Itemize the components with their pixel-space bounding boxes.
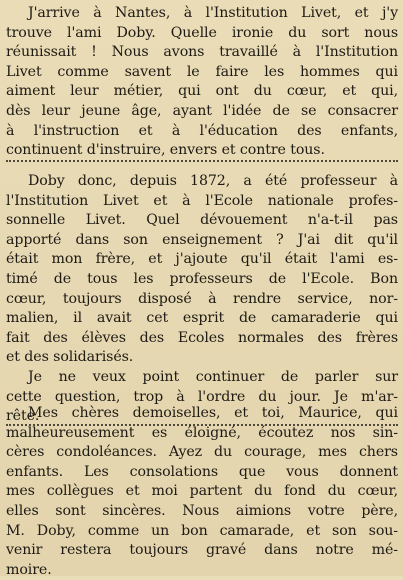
text-line: continuent d'instruire, envers et contre tous. [6,142,325,159]
text-line: Doby donc, depuis 1872, a été professeur à [28,173,398,189]
text-line: dès leur jeune âge, ayant l'idée de se consacrer [6,102,398,119]
dotted-separator [6,160,398,166]
text-line: Mes chères demoiselles, et toi, Maurice, qui [28,405,398,421]
text-line: fait des élèves des Ecoles normales des frères [6,329,398,346]
text-line: cœur, toujours disposé à rendre service, nor- [6,290,398,307]
text-line: venir restera toujours gravé dans notre mé- [6,542,398,559]
text-line: malien, il avait cet esprit de camaraderie qui [6,310,398,327]
text-line: cères condoléances. Ayez du courage, mes chers [6,444,398,461]
text-line: était mon frère, et j'ajoute qu'il était l'ami es- [6,251,398,268]
text-line: mes collègues et moi partent du fond du cœur, [6,483,398,500]
text-line: trouve l'ami Doby. Quelle ironie du sort nous [6,24,398,41]
text-line: elles sont sincères. Nous aimions votre père, [6,502,398,519]
text-line: timé de tous les professeurs de l'Ecole. Bon [6,270,398,287]
paragraph-arrival [6,4,398,161]
text-line: réunissait ! Nous avons travaillé à l'Institution [6,44,398,61]
text-line: apporté dans son enseignement ? J'ai dit qu'il [6,231,398,248]
text-line: cette question, trop à l'ordre du jour. Je m'ar- [6,388,398,405]
text-line: M. Doby, comme un bon camarade, et son sou- [6,522,398,539]
paragraph-condolences [6,404,398,580]
text-line: J'arrive à Nantes, à l'Institution Livet, et j'y [28,5,398,21]
text-line: sonnelle Livet. Quel dévouement n'a-t-il pas [6,212,398,229]
text-line: à l'instruction et à l'éducation des enfants, [6,122,398,139]
text-line: enfants. Les consolations que vous donnent [6,463,398,480]
text-line: Je ne veux point continuer de parler sur [28,369,398,385]
text-line: rête. [6,408,40,425]
text-line: Livet comme savent le faire les hommes qui [6,63,398,80]
text-line: l'Institution Livet et à l'Ecole nationale profes- [6,192,398,209]
text-line: et des solidarisés. [6,349,134,366]
paragraph-doby-career [6,172,398,368]
text-line: moire. [6,561,52,578]
text-line: aiment leur métier, qui ont du cœur, et qui, [6,83,398,100]
text-line: malheureusement es éloigné, écoutez nos sin- [6,424,398,441]
